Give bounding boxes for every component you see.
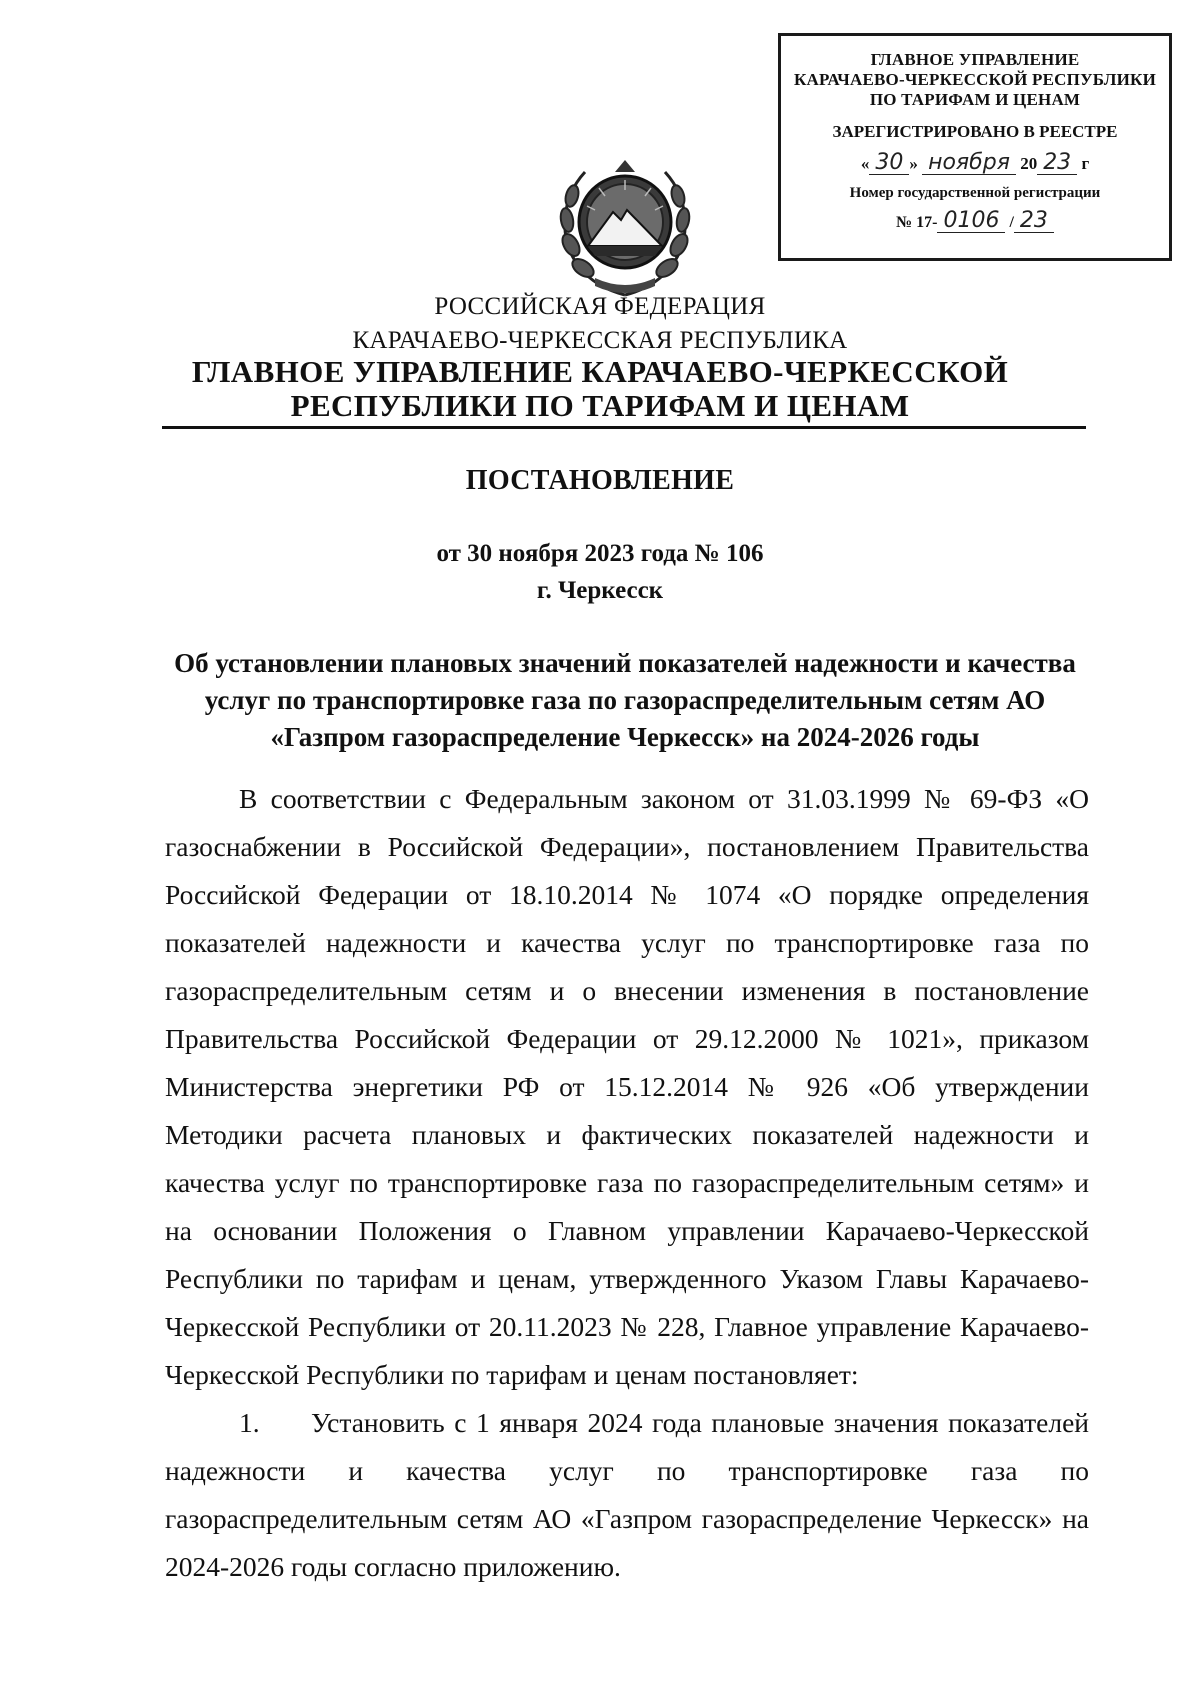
header-agency-line-2: РЕСПУБЛИКИ ПО ТАРИФАМ И ЦЕНАМ [290,388,910,423]
document-item [165,1399,1089,1591]
stamp-date-open-quote: « [860,154,870,173]
document-body [165,775,1089,1591]
document-city: г. Черкесск [536,577,664,604]
stamp-reg-number-label: Номер государственной регистрации [849,185,1101,201]
document-date-number: от 30 ноября 2023 года № 106 [436,540,764,567]
coat-of-arms-icon [555,150,695,300]
stamp-line-2: КАРАЧАЕВО-ЧЕРКЕССКОЙ РЕСПУБЛИКИ [794,70,1156,89]
item-number: 1. [239,1407,260,1438]
stamp-reg-number-value: 0106 [937,210,1005,233]
header-agency-line-1: ГЛАВНОЕ УПРАВЛЕНИЕ КАРАЧАЕВО-ЧЕРКЕССКОЙ [191,354,1009,389]
stamp-reg-number-year: 23 [1014,210,1054,233]
stamp-date-year-prefix: 20 [1020,154,1038,173]
document-preamble: В соответствии с Федеральным законом от 31.03.1999 № 69-ФЗ «О газоснабжении в Российской Федерации», постановлением Правительства Российской Федерации от 18.10.2014 № 1074 «О порядке определения показателей надежности и качества услуг по транспортировке газа по газораспределительным сетям и о внесении изменения в постановление Правительства Российской Федерации от 29.12.2000 № 1021», приказом Министерства энергетики РФ от 15.12.2014 № 926 «Об утверждении Методики расчета плановых и фактических показателей надежности и качества услуг по транспортировке газа по газораспределительным сетям» и на основании Положения о Главном управлении Карачаево-Черкесской Республики по тарифам и ценам, утвержденного Указом Главы Карачаево-Черкесской Республики от 20.11.2023 № 228, Главное управление Карачаево-Черкесской Республики по тарифам и ценам постановляет: [165,783,1089,1390]
stamp-date-close-quote: » [909,154,918,173]
stamp-line-1: ГЛАВНОЕ УПРАВЛЕНИЕ [870,50,1080,69]
stamp-line-3: ПО ТАРИФАМ И ЦЕНАМ [869,90,1081,109]
document-type: ПОСТАНОВЛЕНИЕ [465,465,735,496]
stamp-reg-number [781,210,1169,233]
header-republic: КАРАЧАЕВО-ЧЕРКЕССКАЯ РЕСПУБЛИКА [352,327,848,354]
stamp-date [781,152,1169,175]
stamp-reg-number-prefix: № 17- [896,214,938,231]
stamp-registered: ЗАРЕГИСТРИРОВАНО В РЕЕСТРЕ [832,122,1118,141]
header-divider [162,426,1086,429]
item-text: Установить с 1 января 2024 года плановые значения показателей надежности и качества услуг по транспортировке газа по газораспределительным сетям АО «Газпром газораспределение Черкесск» на 2024-2026 годы согласно приложению. [165,1407,1089,1582]
document-subject: Об установлении плановых значений показателей надежности и качества услуг по транспортировке газа по газораспределительным сетям АО «Газпром газораспределение Черкесск» на 2024-2026 годы [174,648,1076,752]
stamp-date-day: 30 [869,152,909,175]
stamp-date-year-unit: г [1081,154,1090,173]
header-country: РОССИЙСКАЯ ФЕДЕРАЦИЯ [434,293,766,320]
registration-stamp [778,33,1172,261]
stamp-date-month: ноября [922,152,1016,175]
stamp-date-year-suffix: 23 [1037,152,1077,175]
stamp-reg-number-sep: / [1009,214,1014,231]
